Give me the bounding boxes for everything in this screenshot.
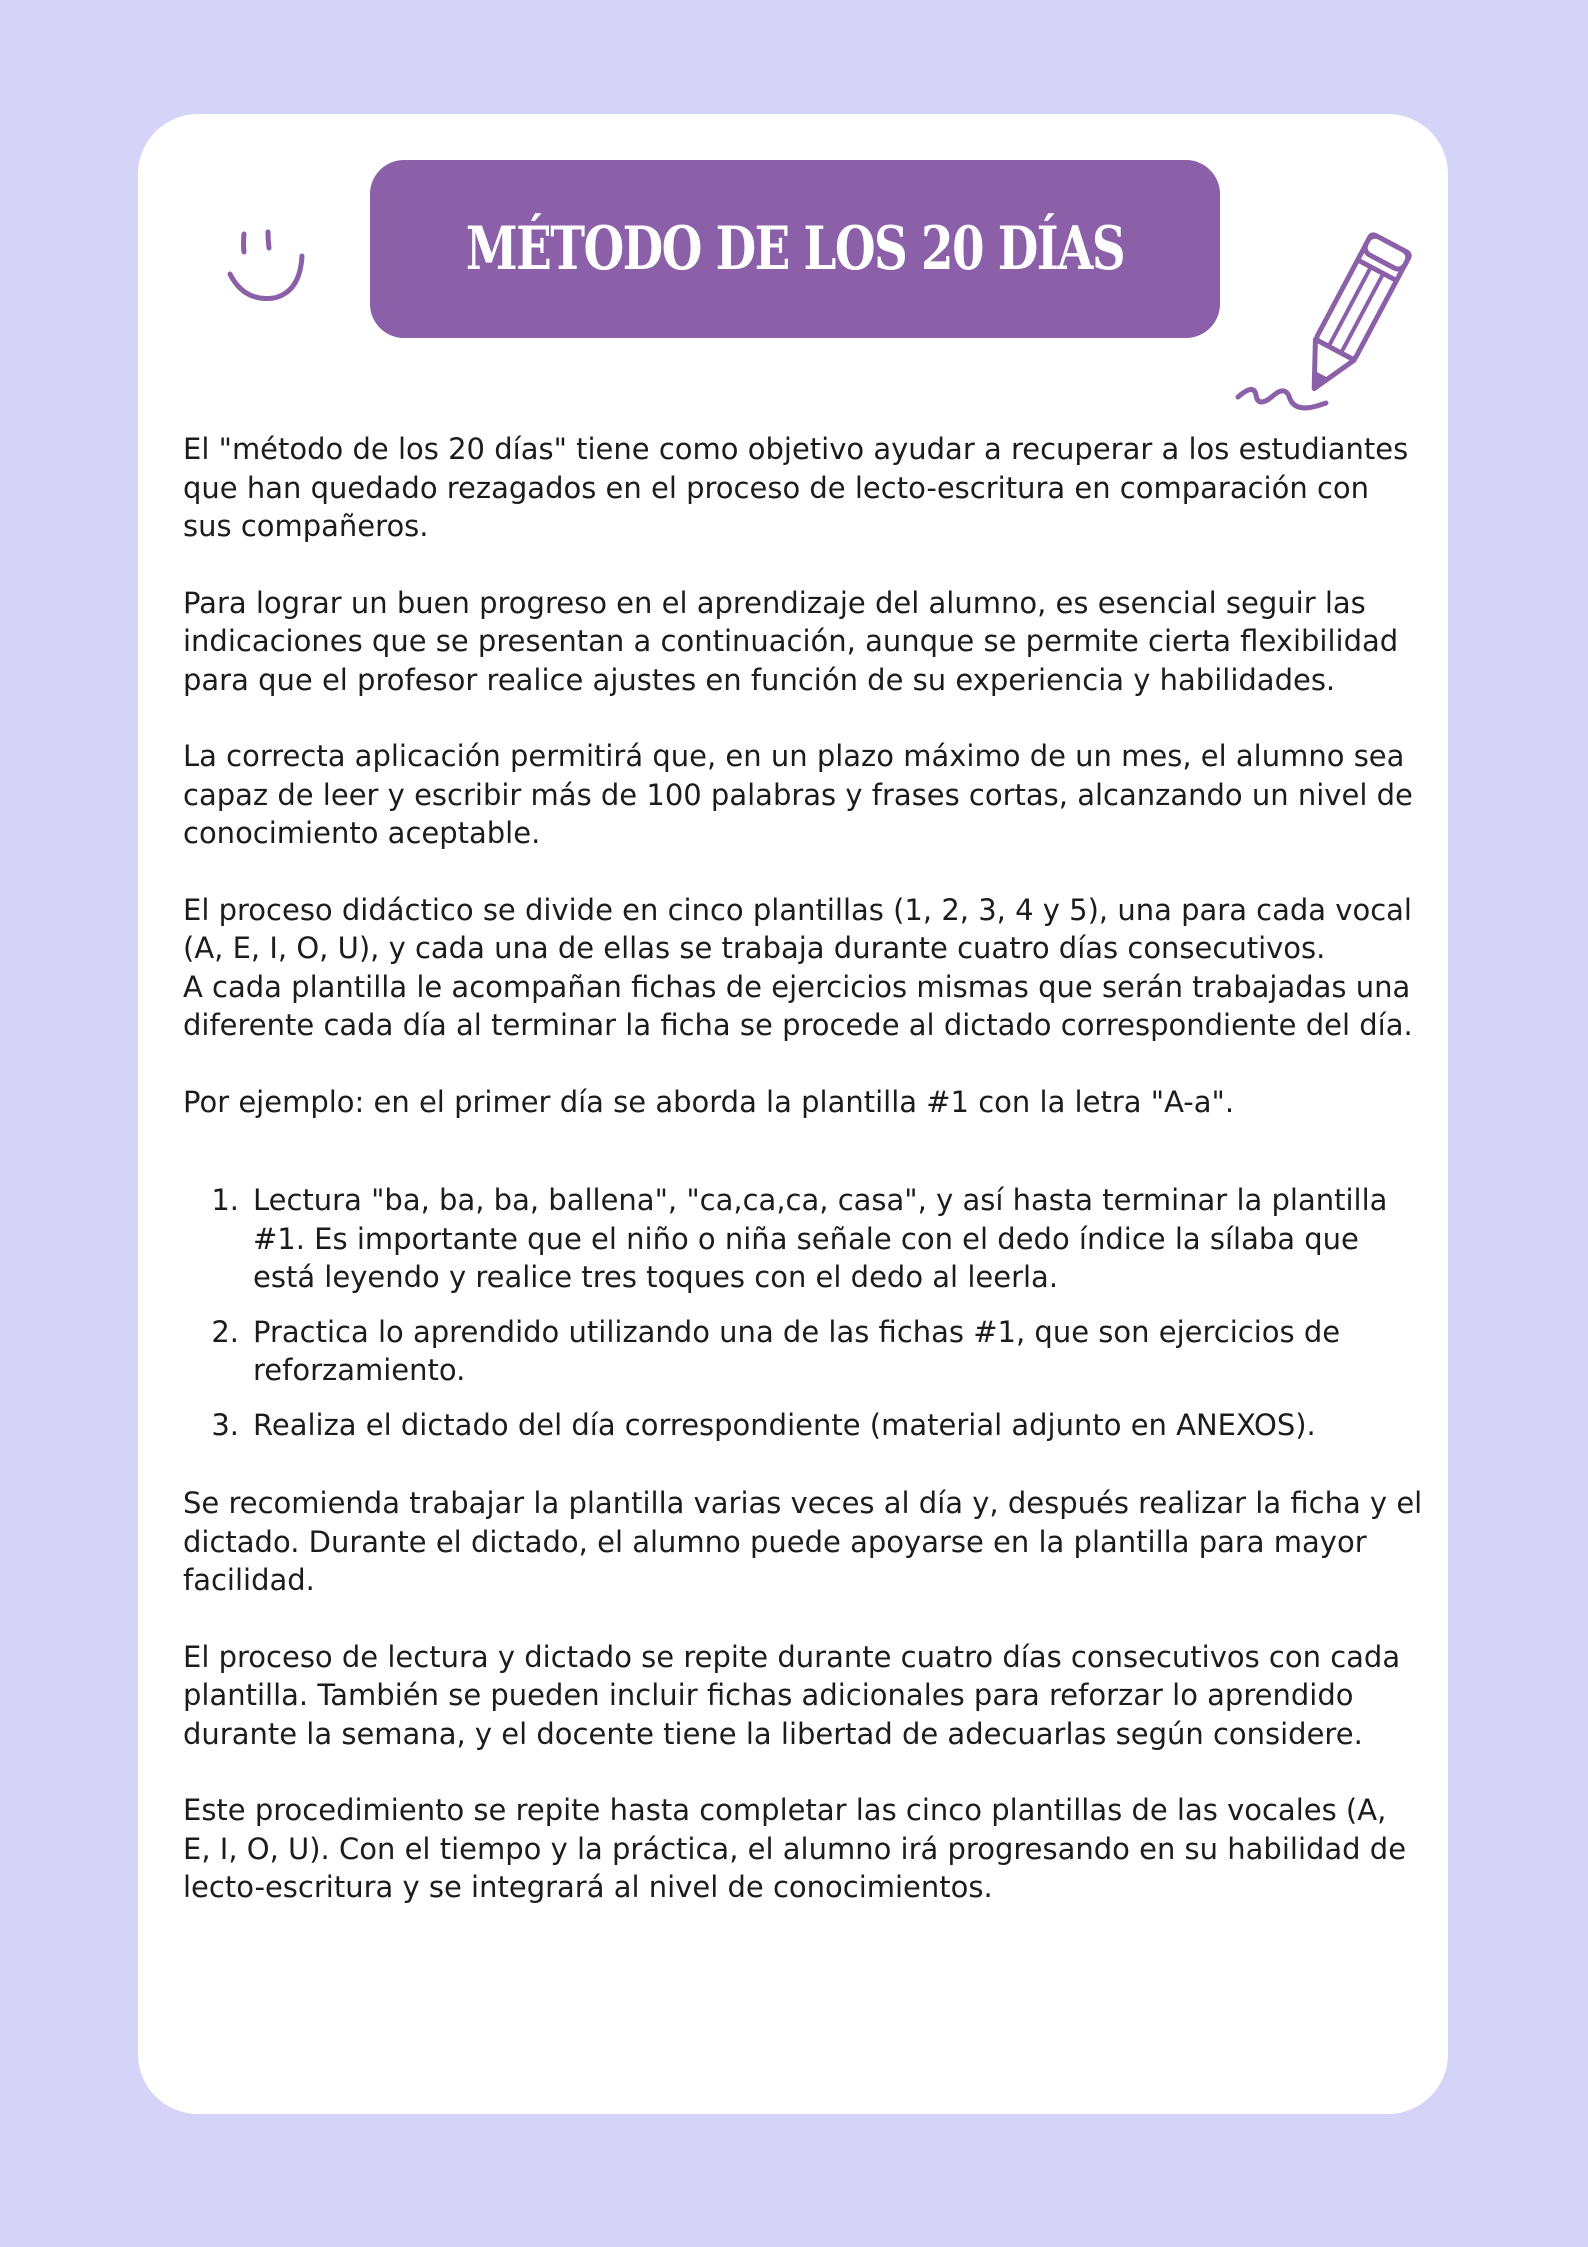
repetition-paragraph: El proceso de lectura y dictado se repite durante cuatro días consecutivos con cada plantilla. También se pueden incluir fichas adicionales para reforzar lo aprendido durante la semana, y el docente tiene la libertad de adecuarlas según considere. — [183, 1639, 1401, 1751]
outcome-paragraph: La correcta aplicación permitirá que, en un plazo máximo de un mes, el alumno sea capaz de leer y escribir más de 100 palabras y frases cortas, alcanzando un nivel de conocimiento aceptable. — [183, 739, 1413, 850]
list-item — [183, 1313, 1423, 1390]
steps-list — [183, 1181, 1423, 1444]
conclusion-paragraph: Este procedimiento se repite hasta completar las cinco plantillas de las vocales (A, E, I, O, U). Con el tiempo y la práctica, el alumno irá progresando en su habilidad de lecto-escritura y se integrará al nivel de conocimientos. — [183, 1793, 1407, 1904]
list-text: Lectura "ba, ba, ba, ballena", "ca,ca,ca, casa", y así hasta terminar la plantilla #1. Es importante que el niño o niña señale con el dedo índice la sílaba que está leyendo y realice tres toques con el dedo al leerla. — [253, 1183, 1388, 1294]
list-number: 2. — [211, 1314, 239, 1349]
pencil-icon — [1230, 225, 1435, 425]
smiley-icon — [222, 222, 312, 312]
intro-paragraph: El "método de los 20 días" tiene como objetivo ayudar a recuperar a los estudiantes que han quedado rezagados en el proceso de lecto-escritura en comparación con sus compañeros. — [183, 432, 1409, 543]
body-text — [183, 430, 1423, 1907]
list-text: Realiza el dictado del día correspondiente (material adjunto en ANEXOS). — [253, 1407, 1316, 1442]
title-banner — [370, 160, 1220, 338]
list-number: 1. — [211, 1183, 239, 1217]
recommendation-paragraph: Se recomienda trabajar la plantilla varias veces al día y, después realizar la ficha y el dictado. Durante el dictado, el alumno puede apoyarse en la plantilla para mayor facilidad. — [183, 1486, 1423, 1597]
list-number: 3. — [211, 1407, 239, 1442]
process-paragraph: El proceso didáctico se divide en cinco plantillas (1, 2, 3, 4 y 5), una para cada vocal (A, E, I, O, U), y cada una de ellas se trabaja durante cuatro días consecutivos. — [183, 892, 1412, 965]
page-title: MÉTODO DE LOS 20 DÍAS — [465, 214, 1125, 284]
example-paragraph: Por ejemplo: en el primer día se aborda la plantilla #1 con la letra "A-a". — [183, 1084, 1235, 1119]
list-text: Practica lo aprendido utilizando una de las fichas #1, que son ejercicios de reforzamiento. — [253, 1314, 1341, 1387]
list-item — [183, 1406, 1423, 1445]
worksheets-paragraph: A cada plantilla le acompañan fichas de ejercicios mismas que serán trabajadas una diferente cada día al terminar la ficha se procede al dictado correspondiente del día. — [183, 969, 1413, 1042]
list-item — [183, 1181, 1423, 1297]
guidelines-paragraph: Para lograr un buen progreso en el aprendizaje del alumno, es esencial seguir las indicaciones que se presentan a continuación, aunque se permite cierta flexibilidad para que el profesor realice ajustes en función de su experiencia y habilidades. — [183, 585, 1399, 697]
